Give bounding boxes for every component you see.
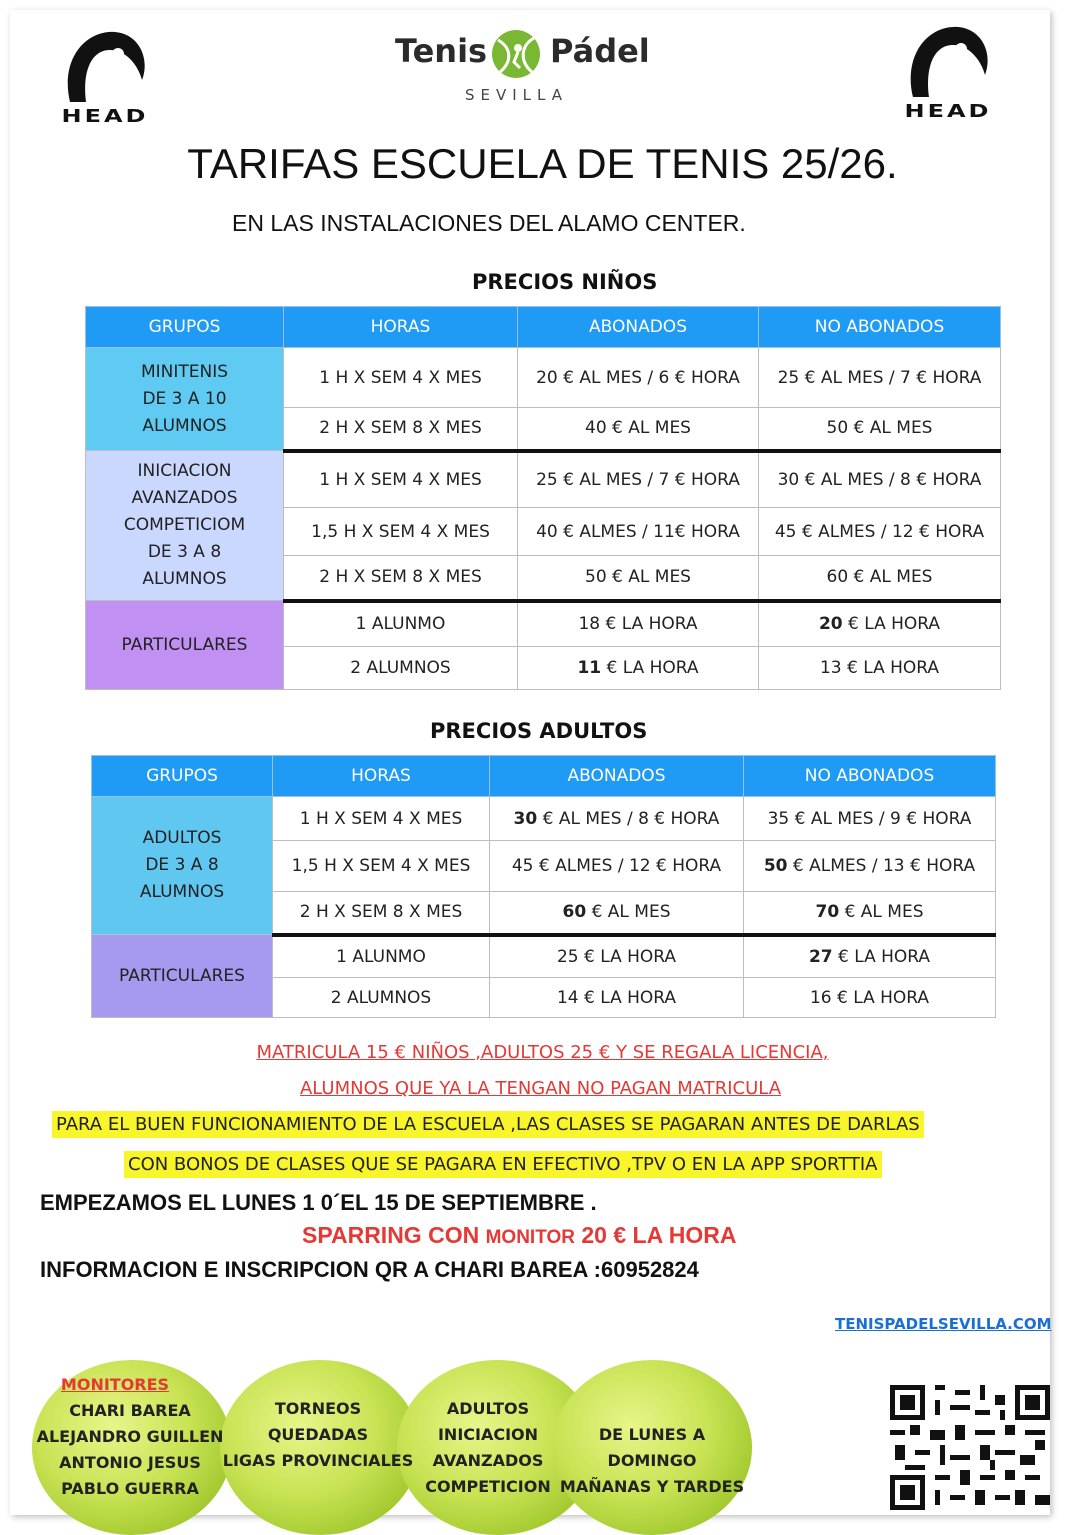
torneos-line: LIGAS PROVINCIALES (222, 1451, 414, 1470)
price-bold: 60 (562, 902, 587, 923)
cell-abonados: 18 € LA HORA (518, 601, 759, 647)
adultos-price-table (91, 755, 996, 1018)
table-row (92, 797, 996, 841)
monitor-name: ALEJANDRO GUILLEN (36, 1427, 224, 1446)
head-swoosh-icon (30, 20, 180, 110)
price-bold: 50 (763, 856, 788, 876)
head-logo-right (873, 15, 1023, 125)
header-grupos: GRUPOS (86, 307, 284, 348)
table-row (86, 451, 1001, 508)
cell-horas: 1,5 H X SEM 4 X MES (273, 841, 490, 892)
group-line: MINITENIS (140, 361, 229, 382)
cell-no-abonados (759, 601, 1001, 647)
cell-abonados: 45 € ALMES / 12 € HORA (490, 841, 744, 892)
nivel-line: AVANZADOS (432, 1451, 544, 1470)
group-line: ALUMNOS (142, 569, 227, 589)
brand-tenis: Tenis (395, 32, 488, 70)
group-line: ALUMNOS (139, 882, 225, 902)
cell-no-abonados (744, 935, 996, 978)
cell-no-abonados: 35 € AL MES / 9 € HORA (744, 797, 996, 841)
payment-note-2: CON BONOS DE CLASES QUE SE PAGARA EN EFECTIVO ,TPV O EN LA APP SPORTTIA (124, 1151, 882, 1178)
price-rest: € AL MES / 8 € HORA (537, 808, 720, 829)
sparring-text: SPARRING CON (302, 1222, 486, 1248)
group-adultos (92, 797, 273, 935)
horario-list (552, 1422, 752, 1500)
monitores-title: MONITORES (60, 1375, 170, 1394)
cell-horas: 1 ALUNMO (284, 601, 518, 647)
price-bold: 27 (808, 946, 833, 967)
table-header-row (86, 307, 1001, 348)
cell-abonados: 20 € AL MES / 6 € HORA (518, 348, 759, 408)
cell-horas: 2 H X SEM 8 X MES (284, 408, 518, 451)
nivel-line: ADULTOS (446, 1399, 530, 1418)
head-logo-left (30, 20, 180, 130)
sparring-monitor: MONITOR (485, 1227, 575, 1248)
qr-code-icon[interactable] (890, 1385, 1050, 1510)
cell-abonados: 14 € LA HORA (490, 978, 744, 1018)
cell-no-abonados: 16 € LA HORA (744, 978, 996, 1018)
table-header-row (92, 756, 996, 797)
group-line: DE 3 A 8 (147, 542, 222, 562)
header-grupos: GRUPOS (92, 756, 273, 797)
cell-horas: 1,5 H X SEM 4 X MES (284, 508, 518, 556)
group-line: DE 3 A 8 (145, 855, 219, 875)
monitor-name: CHARI BAREA (69, 1401, 191, 1420)
cell-horas: 2 H X SEM 8 X MES (284, 556, 518, 601)
price-bold: 70 (815, 902, 840, 923)
cell-no-abonados: 13 € LA HORA (759, 647, 1001, 690)
cell-no-abonados: 25 € AL MES / 7 € HORA (759, 348, 1001, 408)
group-iniciacion (86, 451, 284, 601)
monitor-name: ANTONIO JESUS (59, 1453, 201, 1472)
head-wordmark-left: HEAD (61, 105, 149, 127)
group-particulares-ninos: PARTICULARES (86, 601, 284, 690)
cell-abonados: 50 € AL MES (518, 556, 759, 601)
cell-horas: 1 H X SEM 4 X MES (273, 797, 490, 841)
brand-logo (395, 28, 685, 108)
cell-no-abonados: 30 € AL MES / 8 € HORA (759, 451, 1001, 508)
cell-abonados: 40 € AL MES (518, 408, 759, 451)
cell-abonados (490, 797, 744, 841)
header-no-abonados: NO ABONADOS (744, 756, 996, 797)
head-wordmark-right: HEAD (904, 100, 992, 122)
cell-horas: 2 ALUMNOS (273, 978, 490, 1018)
header-horas: HORAS (284, 307, 518, 348)
brand-padel: Pádel (550, 32, 650, 70)
price-rest: € LA HORA (832, 946, 931, 967)
section-title-adultos: PRECIOS ADULTOS (430, 719, 648, 743)
price-rest: € LA HORA (601, 658, 699, 678)
section-title-ninos: PRECIOS NIÑOS (472, 270, 658, 294)
group-line: DE 3 A 10 (142, 388, 227, 409)
sparring-price: 20 € LA HORA (574, 1222, 737, 1248)
cell-abonados (518, 647, 759, 690)
torneos-line: TORNEOS (274, 1399, 362, 1418)
price-rest: € AL MES (839, 902, 924, 923)
torneos-line: QUEDADAS (267, 1425, 369, 1444)
head-swoosh-icon (873, 15, 1023, 105)
cell-abonados: 25 € LA HORA (490, 935, 744, 978)
page-subtitle: EN LAS INSTALACIONES DEL ALAMO CENTER. (232, 210, 746, 236)
cell-no-abonados: 45 € ALMES / 12 € HORA (759, 508, 1001, 556)
price-rest: € ALMES / 13 € HORA (787, 856, 976, 876)
cell-horas: 1 ALUNMO (273, 935, 490, 978)
group-line: ADULTOS (142, 828, 222, 848)
group-line: INICIACION (137, 461, 232, 481)
header-horas: HORAS (273, 756, 490, 797)
cell-horas: 1 H X SEM 4 X MES (284, 348, 518, 408)
header-no-abonados: NO ABONADOS (759, 307, 1001, 348)
page-title: TARIFAS ESCUELA DE TENIS 25/26. (187, 140, 898, 187)
cell-abonados: 40 € ALMES / 11€ HORA (518, 508, 759, 556)
ninos-price-table (85, 306, 1001, 690)
cell-abonados: 25 € AL MES / 7 € HORA (518, 451, 759, 508)
monitores-list (30, 1372, 230, 1502)
alumnos-note: ALUMNOS QUE YA LA TENGAN NO PAGAN MATRICULA (299, 1078, 782, 1099)
header-abonados: ABONADOS (490, 756, 744, 797)
table-row (86, 348, 1001, 408)
nivel-line: COMPETICION (425, 1477, 551, 1496)
cell-horas: 2 ALUMNOS (284, 647, 518, 690)
cell-no-abonados: 50 € AL MES (759, 408, 1001, 451)
group-minitenis (86, 348, 284, 451)
nivel-line: INICIACION (437, 1425, 539, 1444)
matricula-note: MATRICULA 15 € NIÑOS ,ADULTOS 25 € Y SE REGALA LICENCIA, (256, 1042, 829, 1063)
price-bold: 30 (513, 808, 538, 829)
header-abonados: ABONADOS (518, 307, 759, 348)
cell-horas: 2 H X SEM 8 X MES (273, 892, 490, 935)
price-rest: € LA HORA (842, 614, 941, 635)
cell-no-abonados (744, 892, 996, 935)
price-bold: 11 (577, 658, 602, 678)
price-bold: 20 (818, 614, 843, 635)
sparring-note (302, 1222, 736, 1249)
table-row (86, 601, 1001, 647)
tennis-ball-logo-icon (490, 28, 542, 80)
group-particulares-adultos: PARTICULARES (92, 935, 273, 1018)
horario-line: MAÑANAS Y TARDES (559, 1477, 745, 1496)
cell-abonados (490, 892, 744, 935)
monitor-name: PABLO GUERRA (61, 1479, 199, 1498)
cell-horas: 1 H X SEM 4 X MES (284, 451, 518, 508)
cell-no-abonados: 60 € AL MES (759, 556, 1001, 601)
price-rest: € AL MES (586, 902, 671, 923)
cell-no-abonados (744, 841, 996, 892)
group-line: ALUMNOS (142, 415, 227, 436)
horario-line: DE LUNES A DOMINGO (598, 1425, 706, 1470)
brand-city: SEVILLA (465, 86, 569, 104)
payment-note-1: PARA EL BUEN FUNCIONAMIENTO DE LA ESCUELA ,LAS CLASES SE PAGARAN ANTES DE DARLAS (52, 1111, 924, 1138)
table-row (92, 935, 996, 978)
website-link[interactable]: TENISPADELSEVILLA.COM (835, 1315, 1052, 1333)
start-date-note: EMPEZAMOS EL LUNES 1 0´EL 15 DE SEPTIEMBRE . (40, 1190, 597, 1215)
group-line: COMPETICIOM (123, 515, 246, 535)
group-line: AVANZADOS (131, 488, 238, 508)
info-note: INFORMACION E INSCRIPCION QR A CHARI BAREA :60952824 (40, 1257, 699, 1282)
